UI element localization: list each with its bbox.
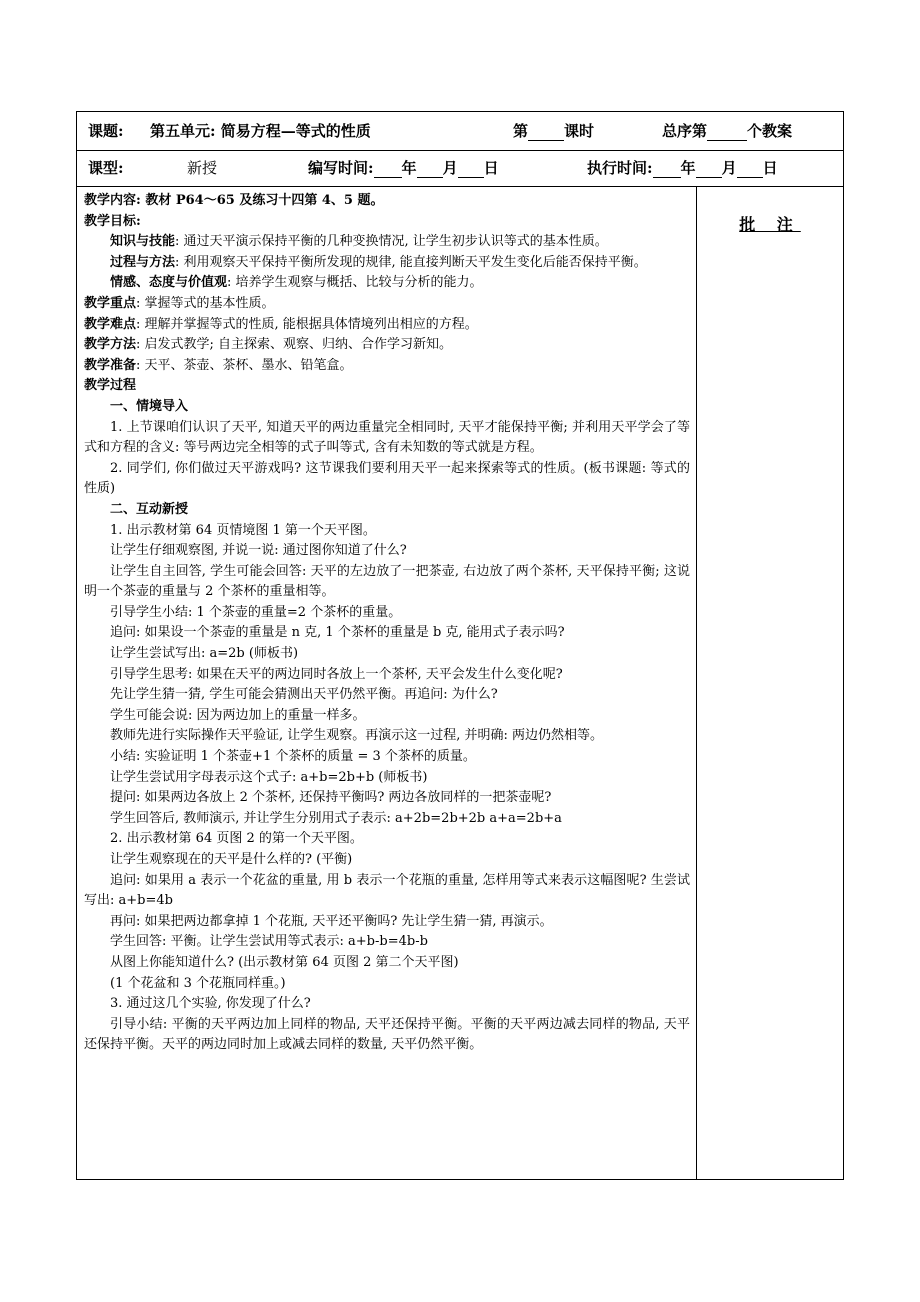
paragraph: 再问: 如果把两边都拿掉 1 个花瓶, 天平还平衡吗? 先让学生猜一猜, 再演示。 bbox=[110, 913, 553, 929]
year: 年 bbox=[401, 159, 417, 177]
blank bbox=[696, 161, 722, 178]
text: 教学方法 bbox=[84, 337, 137, 353]
month: 月 bbox=[721, 159, 737, 177]
blank bbox=[737, 161, 763, 178]
notes-label: 批 注 bbox=[739, 215, 801, 234]
paragraph: 1. 出示教材第 64 页情境图 1 第一个天平图。 bbox=[110, 522, 376, 538]
topic-value: 第五单元: 简易方程—等式的性质 bbox=[150, 122, 371, 140]
text: 教材 P64～65 及练习十四第 4、5 题。 bbox=[145, 193, 384, 208]
paragraph: 学生可能会说: 因为两边加上的重量一样多。 bbox=[110, 707, 366, 723]
type-value: 新授 bbox=[187, 159, 218, 177]
write-time-field bbox=[308, 158, 499, 178]
section-2-heading: 二、互动新授 bbox=[110, 501, 189, 517]
paragraph: 从图上你能知道什么? (出示教材第 64 页图 2 第二个天平图) bbox=[110, 954, 459, 970]
paragraph: 提问: 如果两边各放上 2 个茶杯, 还保持平衡吗? 两边各放同样的一把茶壶呢? bbox=[110, 790, 552, 806]
blank bbox=[374, 161, 402, 178]
paragraph: 小结: 实验证明 1 个茶壶+1 个茶杯的质量 = 3 个茶杯的质量。 bbox=[110, 749, 476, 765]
period-prefix: 第 bbox=[513, 122, 529, 140]
total-suffix: 个教案 bbox=[747, 122, 793, 140]
paragraph: (1 个花盆和 3 个花瓶同样重。) bbox=[110, 975, 286, 991]
notes-column bbox=[697, 186, 843, 1179]
paragraph: 教师先进行实际操作天平验证, 让学生观察。再演示这一过程, 并明确: 两边仍然相等。 bbox=[110, 728, 604, 744]
exec-time-field bbox=[587, 158, 778, 178]
lesson-plan-table bbox=[76, 111, 844, 1180]
paragraph: 2. 同学们, 你们做过天平游戏吗? 这节课我们要利用天平一起来探索等式的性质。(板书课题: 等式的性质) bbox=[84, 460, 690, 497]
paragraph: 引导学生思考: 如果在天平的两边同时各放上一个茶杯, 天平会发生什么变化呢? bbox=[110, 666, 563, 682]
paragraph: 先让学生猜一猜, 学生可能会猜测出天平仍然平衡。再追问: 为什么? bbox=[110, 687, 498, 703]
teaching-content bbox=[84, 191, 690, 212]
paragraph: 2. 出示教材第 64 页图 2 的第一个天平图。 bbox=[110, 831, 363, 847]
paragraph: 让学生尝试用字母表示这个式子: a+b=2b+b (师板书) bbox=[110, 769, 428, 785]
blank bbox=[653, 161, 681, 178]
paragraph: 追问: 如果用 a 表示一个花盆的重量, 用 b 表示一个花瓶的重量, 怎样用等式来表示这幅图呢? 生尝试写出: a+b=4b bbox=[84, 872, 690, 909]
header-row bbox=[77, 112, 843, 151]
text: : 理解并掌握等式的性质, 能根据具体情境列出相应的方程。 bbox=[136, 316, 478, 332]
year: 年 bbox=[680, 159, 696, 177]
total-prefix: 总序第 bbox=[662, 122, 708, 140]
text: 情感、态度与价值观 bbox=[110, 275, 228, 291]
goal-knowledge bbox=[84, 232, 690, 253]
paragraph: 让学生观察现在的天平是什么样的? (平衡) bbox=[110, 852, 353, 867]
write-time-label: 编写时间: bbox=[308, 159, 374, 177]
text: : 利用观察天平保持平衡所发现的规律, 能直接判断天平发生变化后能否保持平衡。 bbox=[175, 254, 647, 270]
text: : 天平、茶壶、茶杯、墨水、铅笔盒。 bbox=[136, 357, 353, 373]
text: 知识与技能 bbox=[110, 234, 176, 250]
text: : 培养学生观察与概括、比较与分析的能力。 bbox=[227, 275, 483, 291]
key-point bbox=[84, 294, 690, 315]
goal-process bbox=[84, 253, 690, 274]
day: 日 bbox=[483, 159, 499, 177]
exec-time-label: 执行时间: bbox=[587, 159, 653, 177]
goal-attitude bbox=[84, 273, 690, 294]
teaching-goals-heading: 教学目标: bbox=[84, 213, 141, 229]
paragraph: 1. 上节课咱们认识了天平, 知道天平的两边重量完全相同时, 天平才能保持平衡; 并利用天平学会了等式和方程的含义: 等号两边完全相等的式子叫等式, 含有未知数的等式就是方程。 bbox=[84, 419, 690, 456]
text: : 通过天平演示保持平衡的几种变换情况, 让学生初步认识等式的基本性质。 bbox=[175, 234, 608, 250]
text: 教学准备 bbox=[84, 357, 137, 373]
text: 过程与方法 bbox=[110, 254, 176, 270]
type-label: 课型: bbox=[88, 159, 124, 177]
meta-row bbox=[77, 150, 843, 187]
section-1-heading: 一、情境导入 bbox=[110, 398, 189, 414]
paragraph: 追问: 如果设一个茶壶的重量是 n 克, 1 个茶杯的重量是 b 克, 能用式子表示吗? bbox=[110, 625, 565, 641]
teaching-preparation bbox=[84, 356, 690, 377]
month: 月 bbox=[442, 159, 458, 177]
period-suffix: 课时 bbox=[564, 122, 595, 140]
paragraph: 引导小结: 平衡的天平两边加上同样的物品, 天平还保持平衡。平衡的天平两边减去同样的物品, 天平还保持平衡。天平的两边同时加上或减去同样的数量, 天平仍然平衡。 bbox=[84, 1016, 690, 1053]
paragraph: 学生回答: 平衡。让学生尝试用等式表示: a+b-b=4b-b bbox=[110, 934, 428, 950]
paragraph: 学生回答后, 教师演示, 并让学生分别用式子表示: a+2b=2b+2b a+a=2b+a bbox=[110, 810, 562, 826]
text: : 启发式教学; 自主探索、观察、归纳、合作学习新知。 bbox=[136, 337, 453, 353]
paragraph: 让学生仔细观察图, 并说一说: 通过图你知道了什么? bbox=[110, 543, 407, 559]
teaching-method bbox=[84, 335, 690, 356]
paragraph: 引导学生小结: 1 个茶壶的重量=2 个茶杯的重量。 bbox=[110, 604, 402, 620]
period-blank bbox=[528, 124, 564, 141]
lesson-content bbox=[77, 186, 697, 1179]
difficult-point bbox=[84, 315, 690, 336]
text: : 掌握等式的基本性质。 bbox=[136, 295, 275, 311]
paragraph: 让学生尝试写出: a=2b (师板书) bbox=[110, 646, 299, 662]
blank bbox=[417, 161, 443, 178]
day: 日 bbox=[762, 159, 778, 177]
total-field bbox=[662, 121, 792, 141]
total-blank bbox=[707, 124, 747, 141]
paragraph: 3. 通过这几个实验, 你发现了什么? bbox=[110, 996, 311, 1012]
topic-label: 课题: bbox=[88, 122, 124, 140]
text: 教学重点 bbox=[84, 295, 137, 311]
text: 教学难点 bbox=[84, 316, 137, 332]
blank bbox=[458, 161, 484, 178]
paragraph: 让学生自主回答, 学生可能会回答: 天平的左边放了一把茶壶, 右边放了两个茶杯, 天平保持平衡; 这说明一个茶壶的重量与 2 个茶杯的重量相等。 bbox=[84, 563, 690, 600]
text: 教学内容: bbox=[84, 193, 146, 208]
period-field bbox=[513, 121, 594, 141]
process-heading: 教学过程 bbox=[84, 378, 137, 394]
lesson-text bbox=[84, 191, 690, 1056]
